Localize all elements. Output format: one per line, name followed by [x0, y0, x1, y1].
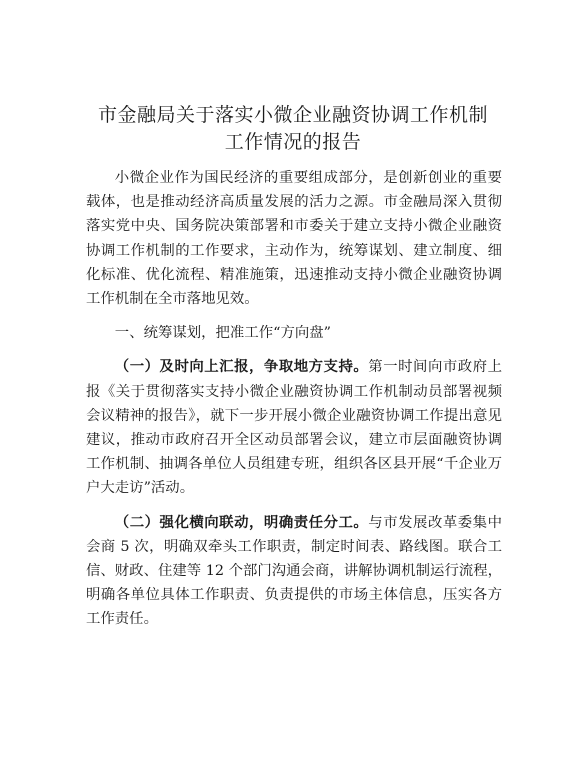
intro-paragraph: 小微企业作为国民经济的重要组成部分，是创新创业的重要载体，也是推动经济高质量发展的活力之源。市金融局深入贯彻落实党中央、国务院决策部署和市委关于建立支持小微企业融资协调工作机制的工作要求，主动作为，统筹谋划、建立制度、细化标准、优化流程、精准施策，迅速推动支持小微企业融资协调工作机制在全市落地见效。 — [86, 170, 502, 308]
report-title-line-2: 工作情况的报告 — [224, 131, 362, 153]
item-1-body: 第一时间向市政府上报《关于贯彻落实支持小微企业融资协调工作机制动员部署视频会议精神的报告》，就下一步开展小微企业融资协调工作提出意见建议，推动市政府召开全区动员部署会议，建立市层面融资协调工作机制、抽调各单位人员组建专班，组织各区县开展“千企业万户大走访”活动。 — [86, 359, 502, 497]
report-title-line-1: 市金融局关于落实小微企业融资协调工作机制 — [97, 104, 488, 126]
item-2-body: 与市发展改革委集中会商 5 次，明确双牵头工作职责，制定时间表、路线图。联合工信、财政、住建等 12 个部门沟通会商，讲解协调机制运行流程，明确各单位具体工作职责、负责提供的市场主体信息，压实各方工作责任。 — [86, 514, 503, 628]
item-2-lead: （二）强化横向联动，明确责任分工。 — [114, 513, 369, 531]
report-body — [86, 166, 502, 632]
item-2-paragraph — [86, 511, 502, 632]
item-1-lead: （一）及时向上汇报，争取地方支持。 — [114, 358, 369, 376]
item-1-paragraph — [86, 355, 502, 500]
section-1-heading: 一、统筹谋划，把准工作“方向盘” — [114, 325, 331, 342]
